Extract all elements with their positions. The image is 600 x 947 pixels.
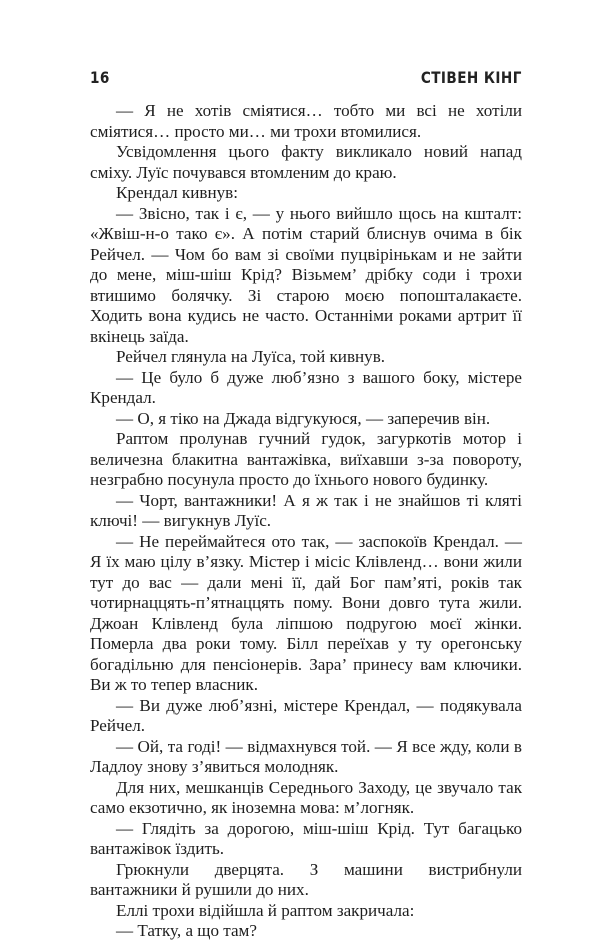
paragraph: — О, я тіко на Джада відгукуюся, — заперечив він. [116,408,491,428]
paragraph: Грюкнули дверцята. З машини вистрибнули вантажники й рушили до них. [90,859,522,899]
paragraph: Рейчел глянула на Луїса, той кивнув. [116,347,386,366]
body-text [90,101,522,942]
paragraph: — Я не хотів сміятися… тобто ми всі не хотіли сміятися… просто ми… ми трохи втомилися. [90,101,522,141]
page-number: 16 [90,68,110,87]
paragraph: — Чорт, вантажники! А я ж так і не знайшов ті кляті ключі! — вигукнув Луїс. [90,490,522,530]
paragraph: Крендал кивнув: [116,183,238,202]
paragraph: — Не переймайтеся ото так, — заспокоїв Крендал. — Я їх маю цілу в’язку. Містер і місіс Клівленд… вони жили тут до вас — дали мені її, дай Бог пам’яті, років так чотирнаццять-п’ятнаццять пому. Вони довго тута жили. Джоан Клівленд була ліпшою подругою моєї жінки. Померла два роки тому. Білл переїхав у ту орегонську богадільню для пенсіонерів. Зара’ принесу вам ключики. Ви ж то тепер власник. [90,531,522,694]
running-header [90,68,522,94]
paragraph: — Звісно, так і є, — у нього вийшло щось на кшталт: «Жвіш-н-о тако є». А потім старий блиснув очима в бік Рейчел. — Чом бо вам зі своїми пуцвірінькам и не зайти до мене, міш-шіш Крід? Візьмем’ дрібку соди і трохи втишимо болячку. Зі старою моєю попошталакаєте. Ходить вона кудись не часто. Останніми роками артрит її вкінець заїда. [90,203,522,346]
paragraph: Усвідомлення цього факту викликало новий напад сміху. Луїс почувався втомленим до краю. [90,142,522,182]
paragraph: Для них, мешканців Середнього Заходу, це звучало так само екзотично, як іноземна мова: м’логняк. [90,777,522,817]
paragraph: — Це було б дуже люб’язно з вашого боку, містере Крендал. [90,367,522,407]
paragraph: — Ой, та годі! — відмахнувся той. — Я все жду, коли в Ладлоу знову з’явиться молодняк. [90,736,522,776]
paragraph: — Глядіть за дорогою, міш-шіш Крід. Тут багацько вантажівок їздить. [90,818,522,858]
author-name: СТІВЕН КІНГ [421,68,522,87]
paragraph: Еллі трохи відійшла й раптом закричала: [116,900,415,920]
paragraph: — Ви дуже люб’язні, містере Крендал, — подякувала Рейчел. [90,695,522,735]
paragraph: — Татку, а що там? [116,921,257,940]
paragraph: Раптом пролунав гучний гудок, загуркотів мотор і величезна блакитна вантажівка, виїхавши з-за повороту, незграбно посунула просто до їхнього нового будинку. [90,429,522,489]
